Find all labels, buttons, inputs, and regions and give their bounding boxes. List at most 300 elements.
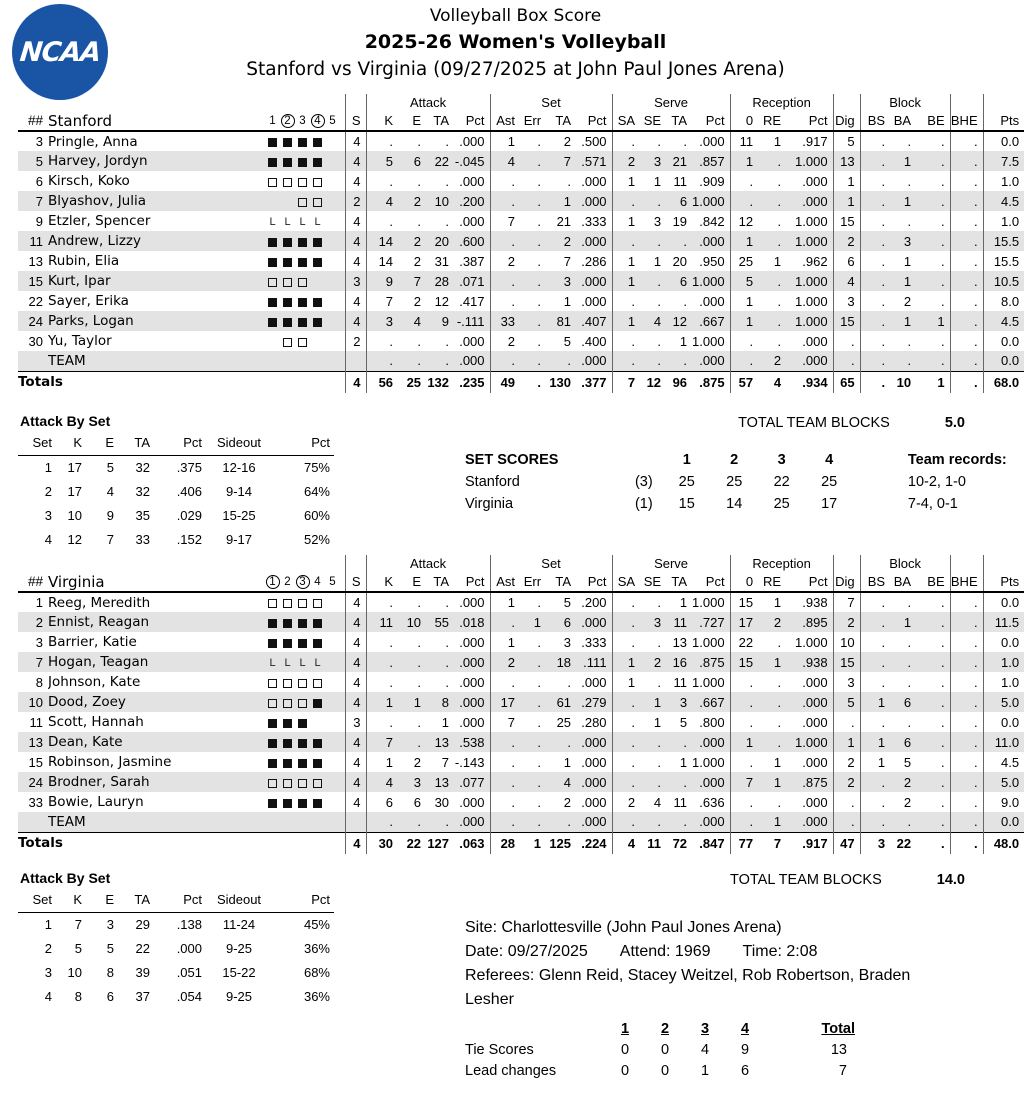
stat-cell: .000 xyxy=(699,774,725,790)
stat-cell: . xyxy=(366,652,398,672)
stat-cell: 4 xyxy=(345,311,366,331)
column-header: BA xyxy=(890,572,916,592)
set-cell: 3 xyxy=(44,964,52,980)
site-line: Site: Charlottesville (John Paul Jones Arena) xyxy=(465,919,782,936)
totals-cell: 57 xyxy=(730,371,758,393)
column-header: Dig xyxy=(833,111,860,131)
stat-cell: 1 xyxy=(612,672,640,692)
stat-cell: 3 xyxy=(563,273,572,289)
stat-cell: 1 xyxy=(563,193,572,209)
stat-cell: 10 xyxy=(67,964,82,980)
stat-cell: 4 xyxy=(345,291,366,311)
stat-cell: 3 xyxy=(106,916,114,932)
stat-cell: 1 xyxy=(730,231,758,251)
stat-cell: 4 xyxy=(345,131,366,151)
totals-cell: 22 xyxy=(398,832,426,854)
totals-cell: .917 xyxy=(786,832,833,854)
stat-cell: . xyxy=(860,171,890,191)
stat-cell: . xyxy=(612,732,640,752)
libero-marker: L xyxy=(314,657,321,670)
set-not-played-blank xyxy=(325,238,340,247)
set-played-filled-square-icon xyxy=(268,238,277,247)
pct-cell: 75% xyxy=(303,459,330,475)
set-not-played-blank xyxy=(325,599,340,608)
stat-cell: 1.000 xyxy=(795,734,828,750)
stat-cell: . xyxy=(537,193,542,209)
stat-cell: 1 xyxy=(903,193,912,209)
stat-cell: 11 xyxy=(673,173,688,189)
stat-cell: 20 xyxy=(434,233,450,249)
stat-cell: 1 xyxy=(490,632,520,652)
stat-cell: 1 xyxy=(773,134,782,149)
player-row xyxy=(18,351,1024,371)
totals-cell: .377 xyxy=(576,371,612,393)
stat-cell: 3 xyxy=(833,672,860,692)
stat-cell: 18 xyxy=(556,654,572,670)
set-cell: 2 xyxy=(44,483,52,499)
set-played-filled-square-icon xyxy=(313,298,322,307)
set-played-open-square-icon xyxy=(313,198,322,207)
stat-cell: .000 xyxy=(802,794,828,810)
group-reception: Reception xyxy=(730,94,833,111)
set-col-header: 3 xyxy=(700,1020,710,1037)
set-played-filled-square-icon xyxy=(313,799,322,808)
stat-cell: . xyxy=(657,595,662,610)
stat-cell: . xyxy=(941,173,945,189)
stat-cell: . xyxy=(950,672,983,692)
stat-cell: . xyxy=(612,632,640,652)
column-header: Pct xyxy=(786,111,833,131)
stat-cell: 0.0 xyxy=(983,131,1024,151)
set-played-filled-square-icon xyxy=(298,619,307,628)
stat-cell: . xyxy=(490,812,520,832)
set-played-filled-square-icon xyxy=(283,719,292,728)
totals-cell: 72 xyxy=(666,832,692,854)
set-played-filled-square-icon xyxy=(313,739,322,748)
stat-cell: . xyxy=(612,291,640,311)
stat-cell: 1 xyxy=(653,253,662,269)
stat-cell: . xyxy=(537,313,542,329)
column-header: BA xyxy=(890,111,916,131)
stat-cell: .000 xyxy=(802,173,828,189)
set-played-open-square-icon xyxy=(283,779,292,788)
stat-cell: 7 xyxy=(74,916,82,932)
stat-cell: . xyxy=(941,293,945,309)
set-played-filled-square-icon xyxy=(298,138,307,147)
stat-cell: .387 xyxy=(459,253,485,269)
total-col-header: Total xyxy=(821,1020,855,1037)
stat-cell: . xyxy=(907,674,912,690)
stat-cell: 2 xyxy=(413,193,422,209)
stat-cell: 9 xyxy=(366,271,398,291)
stat-cell: 1.000 xyxy=(795,233,828,249)
stat-cell: 6 xyxy=(679,193,688,209)
set-value: 0 xyxy=(660,1041,670,1058)
set-played-filled-square-icon xyxy=(298,158,307,167)
stat-cell: . xyxy=(612,331,640,351)
stat-cell: . xyxy=(537,654,542,670)
set-not-played-blank xyxy=(325,218,340,227)
set-scores-section xyxy=(438,413,1031,551)
totals-cell: 7 xyxy=(612,371,640,393)
attack-by-set-row xyxy=(18,912,334,936)
stat-cell: .000 xyxy=(459,134,485,149)
stat-cell: 2 xyxy=(903,794,912,810)
sets-played-markers xyxy=(265,171,345,191)
stat-cell: .000 xyxy=(802,694,828,710)
totals-cell: . xyxy=(520,371,546,393)
stat-cell: 55 xyxy=(434,614,450,630)
set-played-filled-square-icon xyxy=(313,238,322,247)
sets-played-markers xyxy=(265,291,345,311)
stat-cell: .895 xyxy=(802,614,828,630)
totals-cell: 77 xyxy=(730,832,758,854)
stat-cell xyxy=(345,351,366,371)
player-number: 24 xyxy=(28,313,43,329)
stat-cell: 1.000 xyxy=(795,153,828,169)
stat-cell: . xyxy=(537,213,542,229)
stat-cell: . xyxy=(417,213,422,229)
column-header: Pct xyxy=(692,572,730,592)
stat-cell: . xyxy=(490,191,520,211)
stat-cell: . xyxy=(445,134,450,149)
set-played-filled-square-icon xyxy=(268,739,277,748)
stat-cell: . xyxy=(490,732,520,752)
stat-cell: .000 xyxy=(699,233,725,249)
stat-cell: 81 xyxy=(556,313,572,329)
player-name: Johnson, Kate xyxy=(48,674,141,690)
stat-cell: . xyxy=(777,794,782,810)
stat-cell: . xyxy=(950,712,983,732)
set-not-played-blank xyxy=(325,799,340,808)
set-number: 5 xyxy=(329,576,336,589)
stat-cell: . xyxy=(941,754,945,770)
stat-cell: . xyxy=(860,131,890,151)
stat-cell: . xyxy=(366,131,398,151)
column-header: TA xyxy=(666,572,692,592)
stat-cell: .000 xyxy=(459,674,485,690)
stat-cell: . xyxy=(657,754,662,770)
stat-cell: 17 xyxy=(490,692,520,712)
set-played-filled-square-icon xyxy=(298,318,307,327)
stat-cell: . xyxy=(860,251,890,271)
stat-cell: . xyxy=(941,253,945,269)
stat-cell: . xyxy=(657,353,662,369)
stat-cell: 4 xyxy=(345,792,366,812)
stat-cell: . xyxy=(907,634,912,650)
stat-cell: .000 xyxy=(802,814,828,830)
stat-cell: . xyxy=(417,814,422,830)
stat-cell: 4 xyxy=(563,774,572,790)
pct-cell: 36% xyxy=(303,940,330,956)
sideout-cell: 11-24 xyxy=(222,916,256,932)
player-row xyxy=(18,712,1024,732)
stat-cell: 13 xyxy=(672,634,688,650)
stat-cell: . xyxy=(417,595,422,610)
column-header: K xyxy=(366,111,398,131)
stat-cell: .000 xyxy=(581,273,607,289)
attack-by-set-table xyxy=(18,431,334,551)
stat-cell: 15 xyxy=(833,311,860,331)
totals-cell: 65 xyxy=(833,371,860,393)
stat-cell: . xyxy=(567,814,572,830)
stat-cell: . xyxy=(445,333,450,349)
set-col-header: 2 xyxy=(660,1020,670,1037)
stat-cell: 1 xyxy=(653,173,662,189)
stat-cell: .000 xyxy=(802,754,828,770)
totals-cell: 25 xyxy=(398,371,426,393)
stat-cell: 2 xyxy=(490,251,520,271)
stat-cell: . xyxy=(941,634,945,650)
pct-cell: 64% xyxy=(303,483,330,499)
set-cell: 1 xyxy=(44,916,52,932)
stat-cell: .000 xyxy=(459,794,485,810)
stat-cell: 22 xyxy=(730,632,758,652)
stat-cell: 4 xyxy=(345,171,366,191)
stat-cell: . xyxy=(777,714,782,730)
attack-by-set-table xyxy=(18,888,334,1008)
stat-cell: 9 xyxy=(441,313,450,329)
stat-cell: .938 xyxy=(802,654,828,670)
column-header: BHE xyxy=(950,572,983,592)
set-col-header: 1 xyxy=(620,1020,630,1037)
libero-marker: L xyxy=(269,216,276,229)
virginia-total-team-blocks xyxy=(438,870,1031,890)
stat-cell: . xyxy=(860,311,890,331)
stat-cell: . xyxy=(417,353,422,369)
stat-cell: .000 xyxy=(699,353,725,369)
stat-cell: . xyxy=(490,271,520,291)
stat-cell: . xyxy=(490,291,520,311)
stat-cell: .280 xyxy=(581,714,607,730)
totals-label: Totals xyxy=(18,371,345,393)
set-played-filled-square-icon xyxy=(283,639,292,648)
sideout-cell: 9-17 xyxy=(225,531,253,547)
stat-cell: 4 xyxy=(345,592,366,612)
stat-cell: . xyxy=(612,131,640,151)
player-row xyxy=(18,171,1024,191)
set-played-filled-square-icon xyxy=(283,318,292,327)
column-header: E xyxy=(86,888,118,912)
stat-cell: 1 xyxy=(612,171,640,191)
set-not-played-blank xyxy=(295,818,310,827)
sets-played-markers xyxy=(265,712,345,732)
column-header: BS xyxy=(860,111,890,131)
stat-cell: 1 xyxy=(653,694,662,710)
stat-cell: 4 xyxy=(653,313,662,329)
column-header: E xyxy=(398,111,426,131)
stat-cell: . xyxy=(777,153,782,169)
stat-cell: .000 xyxy=(699,134,725,149)
player-name: Brodner, Sarah xyxy=(48,774,150,790)
set-played-open-square-icon xyxy=(298,278,307,287)
stat-cell: 8 xyxy=(106,964,114,980)
player-number: 1 xyxy=(35,595,43,610)
stat-cell: . xyxy=(612,692,640,712)
set-scores-table xyxy=(465,449,1031,515)
stat-cell: . xyxy=(941,614,945,630)
stat-cell: . xyxy=(950,652,983,672)
set-played-open-square-icon xyxy=(283,699,292,708)
stat-cell: .051 xyxy=(176,964,202,980)
sideout-cell: 9-25 xyxy=(225,940,253,956)
stat-cell: 8.0 xyxy=(983,291,1024,311)
stat-cell: 1 xyxy=(490,131,520,151)
stat-cell: .000 xyxy=(581,614,607,630)
virginia-attack-by-set xyxy=(18,870,438,1081)
stat-cell: 2 xyxy=(833,231,860,251)
player-name: Ennist, Reagan xyxy=(48,614,150,630)
stat-cell: 1 xyxy=(773,654,782,670)
set-played-open-square-icon xyxy=(283,178,292,187)
stat-cell: 2 xyxy=(563,134,572,149)
stat-cell: .029 xyxy=(176,507,202,523)
tie-scores-table xyxy=(465,1018,885,1081)
set-played-open-square-icon xyxy=(268,679,277,688)
stat-cell: 31 xyxy=(434,253,450,269)
set-played-open-square-icon xyxy=(313,679,322,688)
stat-cell: 7 xyxy=(441,754,450,770)
group-block: Block xyxy=(860,94,950,111)
stat-cell: . xyxy=(860,632,890,652)
tie-table-row xyxy=(465,1060,885,1081)
stat-cell: . xyxy=(777,233,782,249)
stat-cell: . xyxy=(537,353,542,369)
stat-cell: 1.000 xyxy=(795,273,828,289)
stat-cell: 7 xyxy=(563,253,572,269)
stat-cell: . xyxy=(833,351,860,371)
stat-cell: 33 xyxy=(490,311,520,331)
player-name: Blyashov, Julia xyxy=(48,193,147,209)
stat-cell: 6 xyxy=(903,734,912,750)
stat-cell: . xyxy=(941,674,945,690)
set-played-filled-square-icon xyxy=(313,138,322,147)
ncaa-logo-text: NCAA xyxy=(18,36,102,68)
player-name: Dean, Kate xyxy=(48,734,123,750)
column-header: Ast xyxy=(490,572,520,592)
sets-won: (3) xyxy=(634,474,653,490)
column-header: Sideout xyxy=(206,888,276,912)
stat-cell: . xyxy=(730,712,758,732)
totals-cell: 1 xyxy=(520,832,546,854)
stat-cell: 3 xyxy=(653,614,662,630)
stat-cell: . xyxy=(366,672,398,692)
set-played-open-square-icon xyxy=(268,278,277,287)
set-not-played-blank xyxy=(280,357,295,366)
pct-cell: 45% xyxy=(303,916,330,932)
stanford-box-table xyxy=(18,94,1024,393)
stat-cell: 37 xyxy=(135,988,150,1004)
stat-cell: 15 xyxy=(730,652,758,672)
stat-cell: 35 xyxy=(135,507,150,523)
player-row xyxy=(18,652,1024,672)
set-score: 25 xyxy=(726,474,743,490)
stat-cell: 4 xyxy=(345,251,366,271)
stat-cell: .000 xyxy=(802,193,828,209)
stat-cell: . xyxy=(537,273,542,289)
stat-cell: . xyxy=(860,191,890,211)
stat-cell: .406 xyxy=(176,483,202,499)
set-played-filled-square-icon xyxy=(313,158,322,167)
stat-cell: . xyxy=(730,171,758,191)
stat-cell: 1 xyxy=(563,754,572,770)
set-played-filled-square-icon xyxy=(313,639,322,648)
stat-cell: 11 xyxy=(673,614,688,630)
stat-cell: . xyxy=(612,772,640,792)
stat-cell: . xyxy=(950,632,983,652)
player-name: Parks, Logan xyxy=(48,313,134,329)
set-not-played-blank xyxy=(325,298,340,307)
stat-cell: . xyxy=(777,293,782,309)
set-played-open-square-icon xyxy=(298,599,307,608)
stat-cell: . xyxy=(537,694,542,710)
stat-cell: .000 xyxy=(459,654,485,670)
stat-cell: . xyxy=(417,333,422,349)
group-set: Set xyxy=(490,94,612,111)
stat-cell: 4 xyxy=(345,772,366,792)
stat-cell: . xyxy=(537,293,542,309)
stat-cell: .000 xyxy=(459,173,485,189)
stat-cell: 1.0 xyxy=(983,171,1024,191)
stat-cell: 2 xyxy=(345,331,366,351)
set-played-open-square-icon xyxy=(313,599,322,608)
stat-cell: 7 xyxy=(730,772,758,792)
set-played-filled-square-icon xyxy=(268,318,277,327)
set-played-filled-square-icon xyxy=(298,258,307,267)
stat-cell: 28 xyxy=(434,273,450,289)
set-played-filled-square-icon xyxy=(313,619,322,628)
sets-played-markers xyxy=(265,792,345,812)
stat-cell: 2 xyxy=(903,774,912,790)
stat-cell: 6 xyxy=(903,694,912,710)
stat-cell: 15.5 xyxy=(983,251,1024,271)
player-number: 3 xyxy=(35,634,43,650)
stat-cell: . xyxy=(445,674,450,690)
team-name: Virginia xyxy=(48,572,265,592)
player-name: TEAM xyxy=(48,813,86,830)
stat-cell: 7 xyxy=(833,592,860,612)
set-score: 15 xyxy=(678,496,695,512)
column-header: Ast xyxy=(490,111,520,131)
player-name: Bowie, Lauryn xyxy=(48,794,144,810)
stat-cell: 4 xyxy=(653,794,662,810)
virginia-box-table xyxy=(18,555,1024,854)
stat-cell: 4 xyxy=(345,231,366,251)
set-played-filled-square-icon xyxy=(298,639,307,648)
stat-cell: .077 xyxy=(459,774,485,790)
stat-cell: . xyxy=(612,752,640,772)
stat-cell: . xyxy=(950,171,983,191)
stat-cell: 4 xyxy=(345,692,366,712)
set-played-filled-square-icon xyxy=(298,719,307,728)
set-not-played-blank xyxy=(325,357,340,366)
set-played-open-square-icon xyxy=(298,178,307,187)
sets-played-markers xyxy=(265,331,345,351)
stat-cell: . xyxy=(445,654,450,670)
stat-cell: . xyxy=(366,632,398,652)
stat-cell: . xyxy=(490,351,520,371)
stat-cell: 39 xyxy=(135,964,150,980)
totals-row xyxy=(18,371,1024,393)
stat-cell: 2 xyxy=(490,652,520,672)
totals-cell: 125 xyxy=(546,832,576,854)
stat-cell: .000 xyxy=(459,634,485,650)
player-number: 33 xyxy=(28,794,43,810)
stat-cell: . xyxy=(567,173,572,189)
stat-cell: 0.0 xyxy=(983,712,1024,732)
stat-cell: . xyxy=(490,792,520,812)
set-played-open-square-icon xyxy=(283,679,292,688)
